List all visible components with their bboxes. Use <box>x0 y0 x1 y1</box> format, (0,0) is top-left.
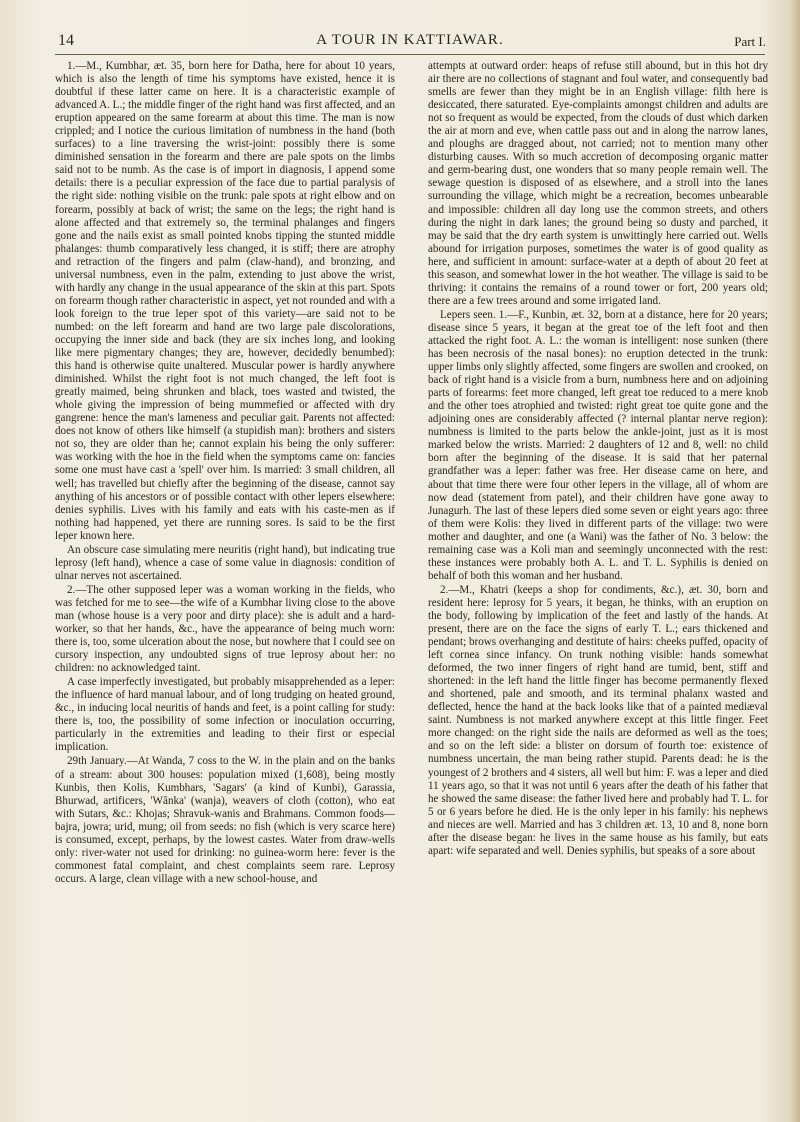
paragraph: 1.—M., Kumbhar, æt. 35, born here for Datha, here for about 10 years, which is also the length of time his symptoms have existed, hence it is doubtful if these latter came on here. It is a characteristic example of advanced A. L.; the middle finger of the right hand was first affected, and an eruption appeared on the same forearm at about this time. The man is now crippled; and I notice the curious limitation of numbness in the hand (both surfaces) to a line traversing the wrist-joint: possibly there is some diminished sensation in the forearm and there are pale spots on the limbs said not to be numb. As the case is of import in diagnosis, I append some details: there is a peculiar expression of the face due to partial paralysis of the right side: nothing visible on the trunk: pale spots at right elbow and on forearm, possibly at back of wrist; the same on the legs; the right hand is alone affected and that extremely so, the terminal phalanges and fingers gone and the nails exist as small pointed knobs tipping the stunted middle phalanges: thumb comparatively less changed, it is stiff; there are atrophy and retraction of the fingers and palm (claw-hand), and bronzing, and universal numbness, even in the palm, extending to just above the wrist, with hardly any change in the usual appearance of the skin at this part. Spots on forearm though rather characteristic in aspect, yet not rounded and with a look foreign to the true leper spot of this variety—are said not to be numbed: on the left forearm and hand are two large pale discolorations, occupying the inner side and back (they are six inches long, and looking like mere pigmentary changes; they are, however, decidedly benumbed): this hand is otherwise quite unaltered. Muscular power is hardly anywhere diminished. Whilst the right foot is not much changed, the left foot is greatly maimed, being shrunken and black, toes wasted and twisted, the whole giving the impression of being mummefied or affected with dry gangrene: hence the man's lameness and peculiar gait. Parents not affected: does not know of others like himself (a stupidish man): brothers and sisters not so, they are older than he; cannot explain his being the only sufferer: was working with the hoe in the field when the symptoms came on: fancies some one must have cast a 'spell' over him. Is married: 3 small children, all well; has travelled but chiefly after the beginning of the disease, cannot say anything of his ancestors or of possible contact with other lepers elsewhere: denies syphilis. Lives with his family and eats with his caste-men as if nothing had happened, yet there are running sores. Is said to be the first leper known here. <box>55 60 395 542</box>
left-column <box>55 60 395 1108</box>
paragraph: Lepers seen. 1.—F., Kunbin, æt. 32, born at a distance, here for 20 years; disease since 5 years, it began at the great toe of the left foot and then attacked the right foot. A. L.: the woman is intelligent: nose sunken (there has been necrosis of the nasal bones): no eruption detected in the trunk: upper limbs only slightly affected, some fingers are swollen and crooked, on back of right hand is a visicle from a burn, numbness here and on adjoining parts of forearms: feet more changed, left great toe reduced to a mere knob and the other toes atrophied and twisted: right great toe quite gone and the adjoining ones are considerably affected (? internal plantar nerve region): numbness is limited to the parts below the ankle-joint, just as it is most marked below the wrists. Married: 2 daughters of 12 and 8, well: no child born after the beginning of the disease. It is said that her paternal grandfather was a leper: father was free. Her disease came on here, and about that time there were four other lepers in the village, all of whom are now dead (statement from patel), and their children have gone away to Junagurh. The last of these lepers died some seven or eight years ago: three of them were Kolis: they lived in different parts of the village: two were mother and daughter, and one (a Wani) was the father of No. 3 below: the remaining case was a Koli man and seemingly unconnected with the rest: these instances were probably both A. L. and T. L. Syphilis is denied on behalf of both this woman and her husband. <box>428 308 768 582</box>
right-column <box>428 60 768 1108</box>
paragraph: attempts at outward order: heaps of refuse still abound, but in this hot dry air there are no collections of stagnant and foul water, and consequently bad smells are fewer than they might be in an English village: filth here is desiccated, there saturated. Eye-complaints amongst children and adults are not so frequent as would be expected, from the clouds of dust which darken the air at morn and eve, when cattle pass out and in along the narrow lanes, and ploughs are dragged about, not carried; not to mention many other disturbing causes. With so much accretion of decomposing organic matter and germ-bearing dust, one wonders that so many people remain well. The sewage question is disposed of as elsewhere, and a stroll into the lanes surrounding the village, which might be a recreation, becomes unbearable and impossible: children all day long use the common streets, and others during the night in dark lanes; the ground being so dusty and parched, it may be said that the dry earth system is unwittingly here carried out. Wells abound for irrigation purposes, sometimes the water is of good quality as here, and sufficient in amount: surface-water at a depth of about 20 feet at this season, and somewhat lower in the hot weather. The village is said to be thriving: it contains the remains of a round tower or fort, 200 years old; there are a few trees around and some irrigated land. <box>428 60 768 307</box>
paragraph: A case imperfectly investigated, but probably misapprehended as a leper: the influence of hard manual labour, and of long trudging on heated ground, &c., in inducing local neuritis of hands and feet, is a point calling for study: there is, too, the possibility of some infection or inoculation occurring, particularly in the extremities and leading to their first or especial implication. <box>55 676 395 754</box>
header-rule <box>55 54 765 55</box>
running-title: A TOUR IN KATTIAWAR. <box>316 32 504 48</box>
paragraph: 29th January.—At Wanda, 7 coss to the W. in the plain and on the banks of a stream: about 300 houses: population mixed (1,608), being mostly Kunbis, then Kolis, Kumbhars, 'Sagars' (a kind of Kunbi), Garassia, Bhurwad, artificers, 'Wânka' (wanja), weavers of cloth (cotton), who eat with Sutars, &c.: Khojas; Shravuk-wanis and Brahmans. Common foods—bajra, jowra; urid, mung; oil from seeds: no fish (which is very scarce here) is consumed, except, perhaps, by the lowest castes. Water from draw-wells only: river-water not used for drinking: no guinea-worm here: fever is the commonest fatal complaint, and chest complaints seem rare. Leprosy occurs. A large, clean village with a new school-house, and <box>55 755 395 885</box>
part-label: Part I. <box>734 34 766 49</box>
paragraph: 2.—The other supposed leper was a woman working in the fields, who was fetched for me to see—the wife of a Kumbhar living close to the above man (whose house is a very poor and dirty place): she is adult and a hard-worker, so that her hands, &c., have the appearance of being much worn: there is, too, some ulceration about the nose, but nowhere that I could see on cursory inspection, any undoubted signs of true leprosy about her: no children: no acknowledged taint. <box>55 583 395 675</box>
paragraph: 2.—M., Khatri (keeps a shop for condiments, &c.), æt. 30, born and resident here: leprosy for 5 years, it began, he thinks, with an eruption on the body, following by implication of the feet and lastly of the hands. At present, there are on the face the signs of early T. L.; ears thickened and pendant; brows overhanging and destitute of hairs: cheeks puffed, opacity of left cornea since infancy. On trunk nothing visible: hands somewhat deformed, the two inner fingers of right hand are tumid, bent, stiff and shortened: in the left hand the little finger has become permanently flexed and shortened, pale and smooth, and its terminal phalanx wasted and deflected, hence the hand at the back looks like that of a painted mediæval saint. Numbness is not marked anywhere except at this little finger. Feet more changed: on the right side the nails are deformed as well as the toes; and so on the left side: a blister on dorsum of fourth toe: existence of numbness uncertain, the man being rather stupid. Parents dead: he is the youngest of 2 brothers and 4 sisters, all well but him: F. was a leper and died 11 years ago, so that it was not until 6 years after the death of his father that he showed the same disease: the father lived here and probably had T. L. for 5 or 6 years before he died. He is the only leper in his family: his nephews and nieces are well. Married and has 3 children æt. 13, 10 and 8, none born after the disease began: he lives in the same house as his family, but eats apart: wife separated and well. Denies syphilis, but speaks of a sore about <box>428 583 768 857</box>
page-number: 14 <box>58 32 74 49</box>
page-header <box>50 28 770 52</box>
paragraph: An obscure case simulating mere neuritis (right hand), but indicating true leprosy (left hand), whence a case of some value in diagnosis: condition of ulnar nerves not ascertained. <box>55 543 395 582</box>
